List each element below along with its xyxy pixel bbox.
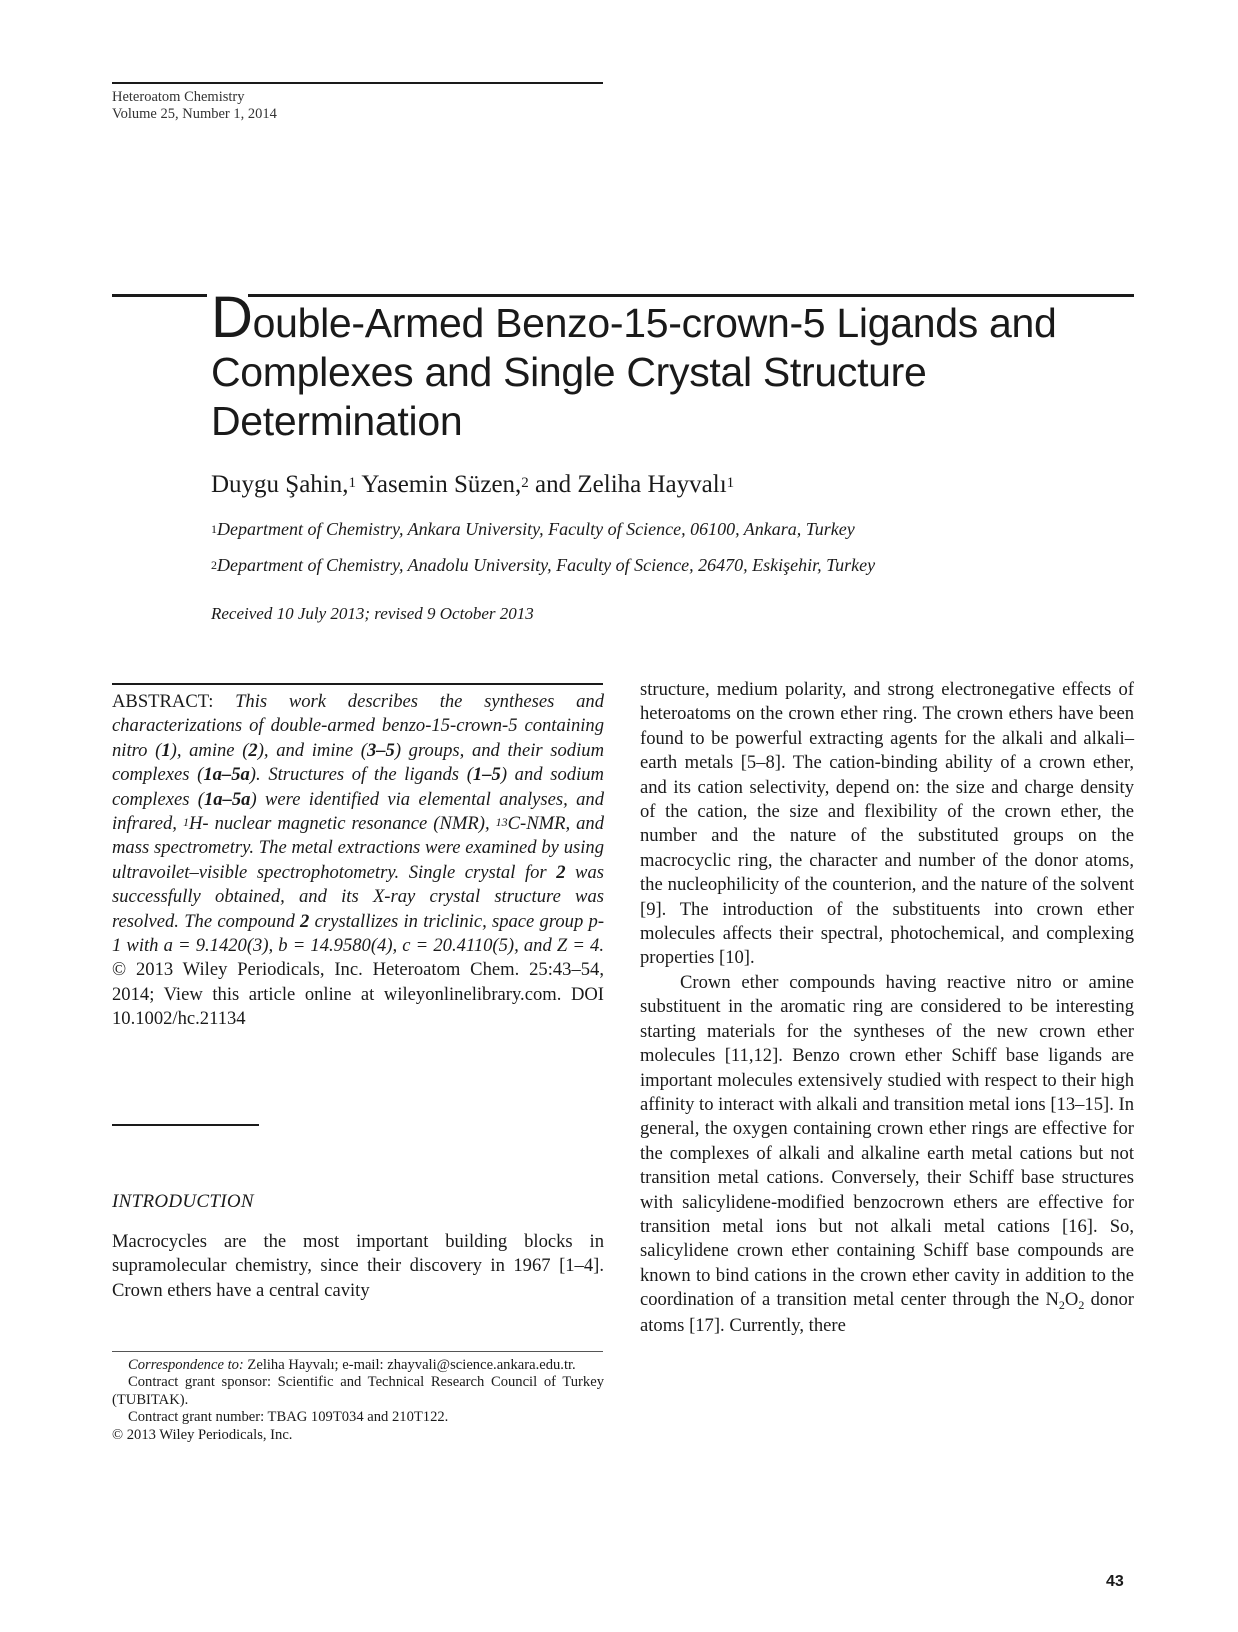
title-rule-right	[248, 294, 1134, 297]
abstract-text: ) and sodium complexes (	[112, 764, 604, 810]
footnote-copyright: © 2013 Wiley Periodicals, Inc.	[112, 1426, 293, 1443]
affiliation-1	[211, 517, 855, 541]
abstract-text: ), and imine (	[257, 739, 367, 761]
abstract-text: ). Structures of the ligands (	[249, 764, 473, 786]
abstract	[112, 690, 604, 1032]
compound-ref: 2	[248, 739, 258, 761]
title-dropcap: D	[211, 285, 253, 350]
footnote-rule	[112, 1351, 603, 1352]
abstract-text: ) groups, and their sodium complexes (	[112, 739, 604, 786]
author-3: and Zeliha Hayvalı	[535, 471, 727, 498]
header-rule	[112, 82, 603, 84]
compound-ref: 1a–5a	[203, 788, 251, 810]
author-2-affil: 2	[521, 475, 529, 491]
isotope-sup: 1	[182, 815, 189, 830]
abstract-text: H- nuclear magnetic resonance (NMR),	[188, 813, 496, 835]
abstract-bottom-rule	[112, 1124, 259, 1126]
abstract-text: ) were identified via elemental analyses, and infrared,	[112, 788, 605, 835]
isotope-sup: 13	[495, 815, 508, 830]
author-1: Duygu Şahin,	[211, 471, 349, 498]
affiliation-1-text: Department of Chemistry, Ankara University, Faculty of Science, 06100, Ankara, Turkey	[217, 519, 855, 539]
body-paragraph	[640, 971, 1134, 1338]
footnotes	[112, 1357, 604, 1444]
received-dates: Received 10 July 2013; revised 9 October 2013	[211, 604, 534, 623]
compound-ref: 1	[161, 739, 171, 761]
intro-paragraph	[112, 1230, 604, 1303]
journal-header	[112, 89, 277, 123]
body-text: O	[1064, 1289, 1079, 1311]
footnote-grant: Contract grant number: TBAG 109T034 and 210T122.	[128, 1409, 449, 1426]
title-rule-left	[112, 294, 207, 297]
compound-ref: 1a–5a	[203, 764, 250, 786]
affiliation-2-mark: 2	[211, 558, 217, 572]
page-number: 43	[1106, 1573, 1124, 1590]
abstract-citation: © 2013 Wiley Periodicals, Inc. Heteroatom Chem. 25:43–54, 2014; View this article online at wileyonlinelibrary.com. DOI 10.1002/hc.21134	[112, 959, 604, 1030]
affiliation-2	[211, 553, 875, 577]
author-2: Yasemin Süzen,	[361, 471, 522, 498]
abstract-text: was successfully obtained, and its X-ray crystal structure was resolved. The compound	[112, 861, 604, 932]
article-title	[211, 285, 1091, 446]
footnote-sponsor: Contract grant sponsor: Scientific and Technical Research Council of Turkey (TUBITAK).	[112, 1374, 604, 1408]
body-text: Crown ether compounds having reactive nitro or amine substituent in the aromatic ring are considered to be interesting starting materials for the syntheses of the new crown ether molecules [11,12]. Benzo crown ether Schiff base ligands are important molecules extensively studied with respect to their high affinity to interact with alkali and transition metal ions [13–15]. In general, the oxygen containing crown ether rings are effective for the complexes of alkali and alkaline earth metal cations but not transition metal cations. Conversely, their Schiff base structures with salicylidene-modified benzocrown ethers are effective for transition metal ions but not alkali metal cations [16]. So, salicylidene crown ether containing Schiff base compounds are known to bind cations in the crown ether cavity in addition to the coordination of a transition metal center through the N	[640, 971, 1134, 1311]
body-text: donor atoms [17]. Currently, there	[640, 1289, 1135, 1336]
body-paragraph: structure, medium polarity, and strong electronegative effects of heteroatoms on the crown ether ring. The crown ethers have been found to be powerful extracting agents for the alkali and alkali–earth metals [5–8]. The cation-binding ability of a crown ether, and its cation selectivity, depend on: the size and charge density of the cation, the size and flexibility of the crown ether, the number and the nature of the substituted groups on the macrocyclic ring, the character and number of the donor atoms, the nucleophilicity of the counterion, and the nature of the solvent [9]. The introduction of the substituents into crown ether molecules affects their spectral, photochemical, and complexing properties [10].	[640, 679, 1134, 969]
correspondence-label: Correspondence to:	[128, 1357, 244, 1373]
journal-volume: Volume 25, Number 1, 2014	[112, 106, 277, 122]
footnote-correspondence	[112, 1357, 604, 1374]
intro-paragraph-text: Macrocycles are the most important building blocks in supramolecular chemistry, since their discovery in 1967 [1–4]. Crown ethers have a central cavity	[112, 1231, 604, 1301]
abstract-text: crystallizes in triclinic, space group p-1 with a = 9.1420(3), b = 14.9580(4), c = 20.4110(5), and Z = 4.	[112, 910, 605, 957]
abstract-text: ), amine (	[170, 739, 249, 761]
compound-ref: 1–5	[472, 764, 501, 786]
author-list	[211, 470, 734, 500]
right-column	[640, 678, 1134, 1338]
title-text: ouble-Armed Benzo-15-crown-5 Ligands and Complexes and Single Crystal Structure Determination	[211, 300, 1057, 444]
abstract-text: C-NMR, and mass spectrometry. The metal extractions were examined by using ultravoilet–visible spectrophotometry. Single crystal for	[112, 813, 605, 883]
correspondence-text: Zeliha Hayvalı; e-mail: zhayvali@science.ankara.edu.tr.	[243, 1357, 576, 1373]
compound-ref: 2	[556, 861, 566, 883]
abstract-label: ABSTRACT:	[112, 691, 214, 712]
affiliation-2-text: Department of Chemistry, Anadolu University, Faculty of Science, 26470, Eskişehir, Turkey	[217, 555, 876, 575]
author-1-affil: 1	[348, 475, 356, 491]
affiliation-1-mark: 1	[211, 522, 217, 536]
subscript: 2	[1078, 1298, 1085, 1313]
section-heading-introduction: INTRODUCTION	[112, 1191, 254, 1212]
abstract-text: This work describes the syntheses and characterizations of double-armed benzo-15-crown-5 containing nitro (	[112, 691, 604, 761]
subscript: 2	[1058, 1298, 1065, 1313]
compound-ref: 2	[300, 910, 310, 932]
compound-ref: 3–5	[366, 739, 395, 761]
journal-name: Heteroatom Chemistry	[112, 89, 245, 105]
abstract-top-rule	[112, 683, 603, 685]
author-3-affil: 1	[726, 475, 735, 491]
